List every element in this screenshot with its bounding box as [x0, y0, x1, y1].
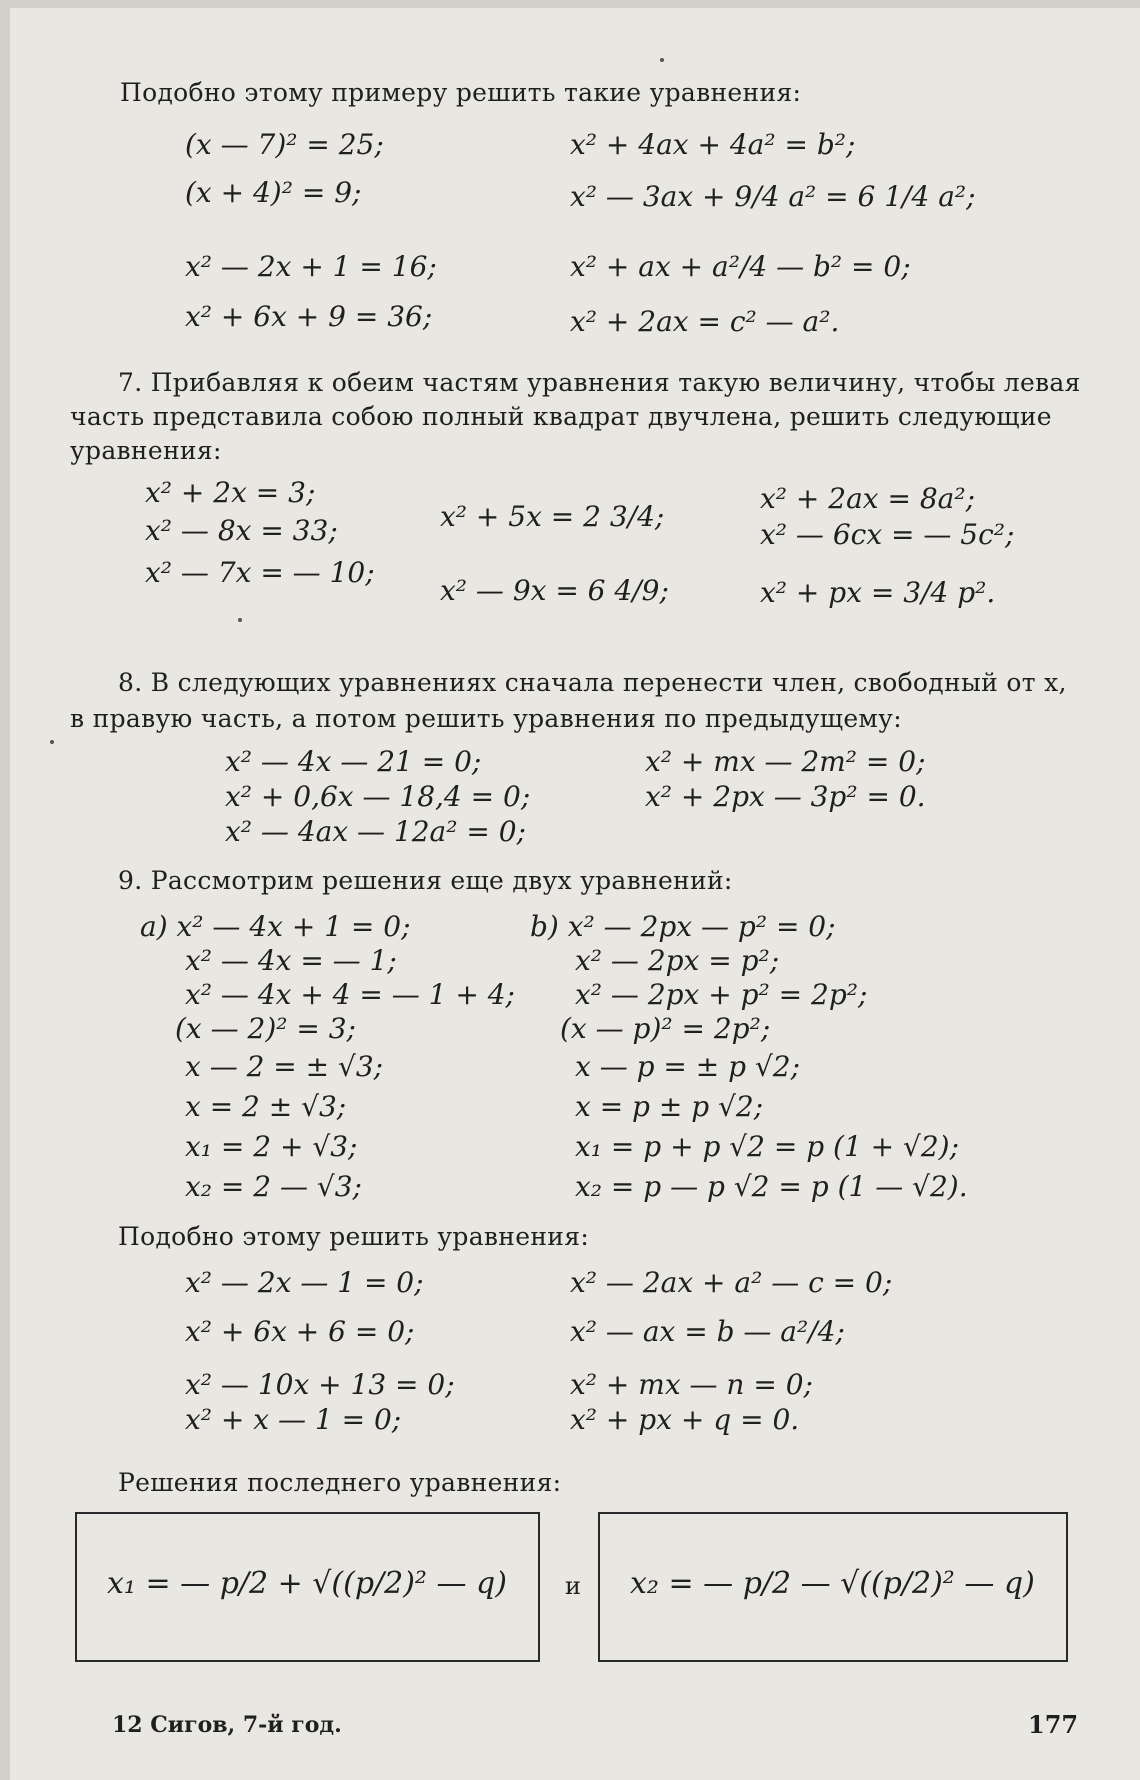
p7-col3-1: x² + 2ax = 8a²; — [760, 482, 976, 515]
p9-a-5: x — 2 = ± √3; — [185, 1050, 384, 1083]
p9-line1: 9. Рассмотрим решения еще двух уравнений: — [118, 866, 733, 895]
set2-right-4: x² + px + q = 0. — [570, 1403, 800, 1436]
p9-b-3: x² — 2px + p² = 2p²; — [575, 978, 868, 1011]
p9-a-3: x² — 4x + 4 = — 1 + 4; — [185, 978, 515, 1011]
p9-b-4: (x — p)² = 2p²; — [560, 1012, 771, 1045]
set1-right-3: x² + ax + a²/4 — b² = 0; — [570, 250, 911, 283]
set2-left-2: x² + 6x + 6 = 0; — [185, 1315, 415, 1348]
set2-right-3: x² + mx — n = 0; — [570, 1368, 813, 1401]
p8-line1: 8. В следующих уравнениях сначала перенести член, свободный от x, — [118, 668, 1067, 697]
intro-text: Подобно этому примеру решить такие уравнения: — [120, 78, 802, 107]
set1-left-1: (x — 7)² = 25; — [185, 128, 384, 161]
solution-box-x1 — [75, 1512, 540, 1662]
set1-left-3: x² — 2x + 1 = 16; — [185, 250, 437, 283]
p7-line3: уравнения: — [70, 436, 222, 465]
p7-col3-3: x² + px = 3/4 p². — [760, 576, 996, 609]
set1-right-4: x² + 2ax = c² — a². — [570, 305, 840, 338]
set2-left-3: x² — 10x + 13 = 0; — [185, 1368, 455, 1401]
scan-speck — [50, 740, 54, 744]
solution-box-x2 — [598, 1512, 1068, 1662]
p8-right-2: x² + 2px — 3p² = 0. — [645, 780, 926, 813]
p9-a-2: x² — 4x = — 1; — [185, 944, 397, 977]
solution-x1: x₁ = — p/2 + √((p/2)² — q) — [107, 1566, 507, 1601]
scan-edge-left — [0, 0, 10, 1780]
set2-left-1: x² — 2x — 1 = 0; — [185, 1266, 424, 1299]
p9-b-2: x² — 2px = p²; — [575, 944, 780, 977]
solution-x2: x₂ = — p/2 — √((p/2)² — q) — [630, 1566, 1035, 1601]
set1-left-4: x² + 6x + 9 = 36; — [185, 300, 433, 333]
p9-b-8: x₂ = p — p √2 = p (1 — √2). — [575, 1170, 968, 1203]
p9-a-8: x₂ = 2 — √3; — [185, 1170, 362, 1203]
scan-speck — [238, 618, 242, 622]
p9-a-4: (x — 2)² = 3; — [175, 1012, 356, 1045]
set1-right-2: x² — 3ax + 9/4 a² = 6 1/4 a²; — [570, 180, 976, 213]
p9-a-6: x = 2 ± √3; — [185, 1090, 347, 1123]
p7-col2-2: x² — 9x = 6 4/9; — [440, 574, 669, 607]
scan-edge-top — [0, 0, 1140, 8]
p7-col1-3: x² — 7x = — 10; — [145, 556, 375, 589]
p7-line1: 7. Прибавляя к обеим частям уравнения такую величину, чтобы левая — [118, 368, 1081, 397]
p8-left-1: x² — 4x — 21 = 0; — [225, 745, 482, 778]
p8-right-1: x² + mx — 2m² = 0; — [645, 745, 926, 778]
p9-a-1: a) x² — 4x + 1 = 0; — [140, 910, 411, 943]
set1-left-2: (x + 4)² = 9; — [185, 176, 362, 209]
p7-line2: часть представила собою полный квадрат двучлена, решить следующие — [70, 402, 1052, 431]
p7-col1-2: x² — 8x = 33; — [145, 514, 338, 547]
set2-intro: Подобно этому решить уравнения: — [118, 1222, 590, 1251]
page-number: 177 — [1028, 1710, 1079, 1739]
footer-signature: 12 Сигов, 7-й год. — [112, 1712, 342, 1738]
p9-b-7: x₁ = p + p √2 = p (1 + √2); — [575, 1130, 960, 1163]
p7-col1-1: x² + 2x = 3; — [145, 476, 316, 509]
solutions-and: и — [565, 1572, 581, 1600]
set1-right-1: x² + 4ax + 4a² = b²; — [570, 128, 856, 161]
p9-a-7: x₁ = 2 + √3; — [185, 1130, 358, 1163]
scan-speck — [660, 58, 664, 62]
set2-left-4: x² + x — 1 = 0; — [185, 1403, 402, 1436]
p8-left-3: x² — 4ax — 12a² = 0; — [225, 815, 526, 848]
set2-right-1: x² — 2ax + a² — c = 0; — [570, 1266, 893, 1299]
p9-b-5: x — p = ± p √2; — [575, 1050, 801, 1083]
p7-col2-1: x² + 5x = 2 3/4; — [440, 500, 665, 533]
p9-b-1: b) x² — 2px — p² = 0; — [530, 910, 836, 943]
p9-b-6: x = p ± p √2; — [575, 1090, 764, 1123]
p8-left-2: x² + 0,6x — 18,4 = 0; — [225, 780, 531, 813]
p7-col3-2: x² — 6cx = — 5c²; — [760, 518, 1015, 551]
set2-right-2: x² — ax = b — a²/4; — [570, 1315, 845, 1348]
p8-line2: в правую часть, а потом решить уравнения по предыдущему: — [70, 704, 902, 733]
solutions-intro: Решения последнего уравнения: — [118, 1468, 562, 1497]
